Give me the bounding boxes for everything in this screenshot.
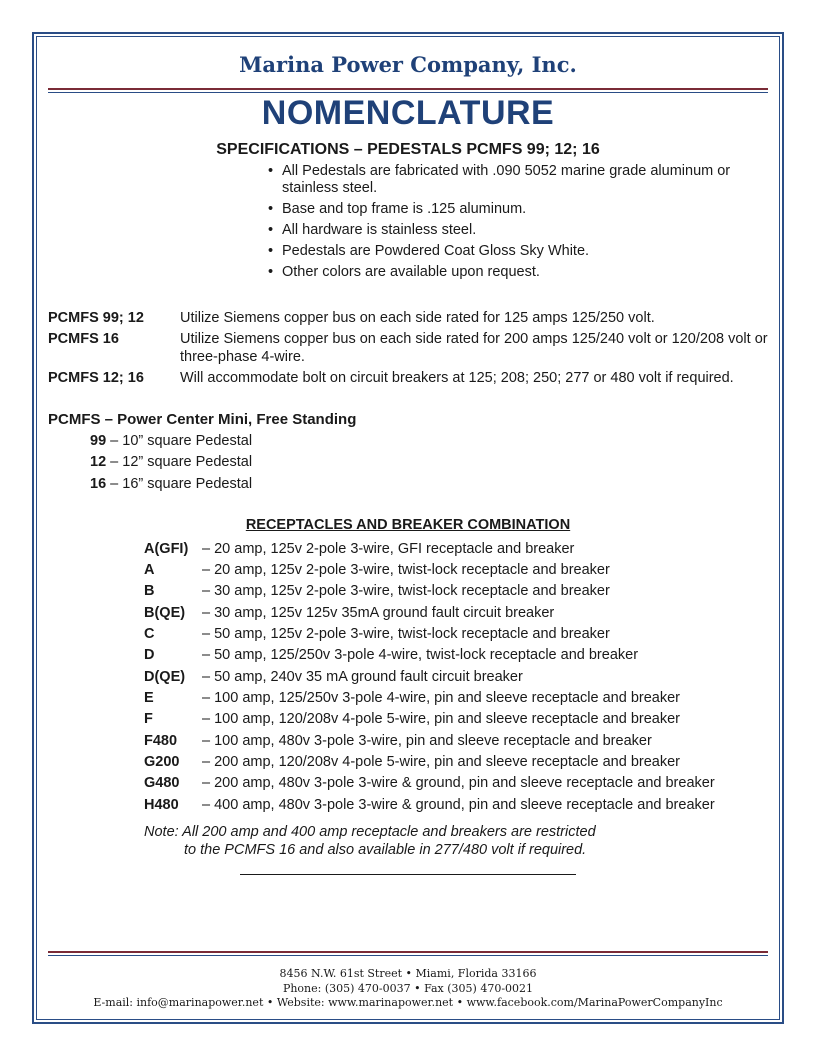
receptacle-desc: – 50 amp, 240v 35 mA ground fault circuit breaker: [202, 669, 523, 685]
definition-desc: Utilize Siemens copper bus on each side rated for 200 amps 125/240 volt or 120/208 volt or three-phase 4-wire.: [180, 331, 768, 365]
receptacle-code: C: [144, 626, 155, 642]
spec-bullet: [268, 163, 758, 197]
spec-bullet: [268, 201, 758, 218]
bullet-icon: •: [268, 163, 274, 179]
receptacle-desc: – 20 amp, 125v 2-pole 3-wire, GFI receptacle and breaker: [202, 541, 575, 557]
bullet-icon: •: [268, 264, 274, 280]
company-name: Marina Power Company, Inc.: [239, 52, 577, 77]
page-title: NOMENCLATURE: [261, 94, 555, 132]
size-code: 16: [90, 476, 107, 492]
spec-bullet: [268, 243, 758, 260]
footer-rule-blue: [48, 955, 768, 956]
note-line-1: Note: All 200 amp and 400 amp receptacle and breakers are restricted: [144, 824, 596, 840]
section-divider: [240, 874, 576, 875]
receptacle-desc: – 20 amp, 125v 2-pole 3-wire, twist-lock receptacle and breaker: [202, 562, 610, 578]
bullet-text: All hardware is stainless steel.: [282, 222, 477, 238]
receptacle-code: G200: [144, 754, 180, 770]
receptacles-heading: RECEPTACLES AND BREAKER COMBINATION: [245, 517, 571, 533]
bullet-text: Other colors are available upon request.: [282, 264, 540, 280]
spec-bullet: [268, 264, 758, 281]
bullet-text: Base and top frame is .125 aluminum.: [282, 201, 527, 217]
header-rule-red: [48, 88, 768, 90]
receptacle-desc: – 200 amp, 480v 3-pole 3-wire & ground, pin and sleeve receptacle and breaker: [202, 775, 715, 791]
footer-contact: E-mail: info@marinapower.net • Website: www.marinapower.net • www.facebook.com/MarinaPowerCompanyInc: [93, 996, 723, 1009]
spec-heading: SPECIFICATIONS – PEDESTALS PCMFS 99; 12; 16: [216, 141, 600, 158]
receptacle-code: B(QE): [144, 605, 186, 621]
bullet-text: Pedestals are Powdered Coat Gloss Sky White.: [282, 243, 590, 259]
size-desc: – 10” square Pedestal: [106, 433, 253, 449]
receptacle-code: F: [144, 711, 153, 727]
receptacle-desc: – 30 amp, 125v 125v 35mA ground fault circuit breaker: [202, 605, 555, 621]
receptacle-code: D(QE): [144, 669, 186, 685]
footer-rule-red: [48, 951, 768, 953]
footer-phone: Phone: (305) 470-0037 • Fax (305) 470-0021: [282, 982, 534, 995]
receptacle-code: A: [144, 562, 155, 578]
size-desc: – 12” square Pedestal: [106, 454, 253, 470]
definition-desc: Utilize Siemens copper bus on each side rated for 125 amps 125/250 volt.: [180, 310, 655, 326]
receptacle-code: G480: [144, 775, 180, 791]
receptacle-desc: – 200 amp, 120/208v 4-pole 5-wire, pin and sleeve receptacle and breaker: [202, 754, 680, 770]
bullet-icon: •: [268, 222, 274, 238]
restriction-note: [144, 823, 596, 859]
spec-bullet: [268, 222, 758, 239]
size-row: [90, 454, 252, 470]
receptacle-code: B: [144, 583, 155, 599]
receptacle-desc: – 100 amp, 480v 3-pole 3-wire, pin and sleeve receptacle and breaker: [202, 733, 652, 749]
receptacle-code: A(GFI): [144, 541, 189, 557]
definition-desc: Will accommodate bolt on circuit breakers at 125; 208; 250; 277 or 480 volt if required.: [180, 370, 734, 386]
receptacle-code: E: [144, 690, 154, 706]
receptacle-desc: – 100 amp, 120/208v 4-pole 5-wire, pin and sleeve receptacle and breaker: [202, 711, 680, 727]
receptacle-code: H480: [144, 797, 179, 813]
size-code: 12: [90, 454, 107, 470]
bullet-icon: •: [268, 201, 274, 217]
bullet-text: All Pedestals are fabricated with .090 5052 marine grade aluminum or stainless steel.: [282, 163, 731, 196]
definition-term: PCMFS 16: [48, 331, 119, 347]
receptacle-code: F480: [144, 733, 178, 749]
receptacle-desc: – 50 amp, 125/250v 3-pole 4-wire, twist-lock receptacle and breaker: [202, 647, 639, 663]
pcmfs-heading: PCMFS – Power Center Mini, Free Standing: [48, 411, 357, 428]
size-row: [90, 433, 252, 449]
footer-address: 8456 N.W. 61st Street • Miami, Florida 33166: [279, 967, 537, 980]
spec-bullet-list: [268, 163, 758, 285]
receptacle-desc: – 400 amp, 480v 3-pole 3-wire & ground, pin and sleeve receptacle and breaker: [202, 797, 715, 813]
size-row: [90, 476, 252, 492]
header-rule-blue: [48, 92, 768, 93]
receptacle-desc: – 50 amp, 125v 2-pole 3-wire, twist-lock receptacle and breaker: [202, 626, 610, 642]
definition-term: PCMFS 12; 16: [48, 370, 144, 386]
definition-term: PCMFS 99; 12: [48, 310, 144, 326]
receptacle-desc: – 100 amp, 125/250v 3-pole 4-wire, pin and sleeve receptacle and breaker: [202, 690, 680, 706]
receptacle-code: D: [144, 647, 155, 663]
bullet-icon: •: [268, 243, 274, 259]
size-desc: – 16” square Pedestal: [106, 476, 253, 492]
size-code: 99: [90, 433, 107, 449]
note-line-2: to the PCMFS 16 and also available in 277/480 volt if required.: [184, 842, 587, 858]
receptacle-desc: – 30 amp, 125v 2-pole 3-wire, twist-lock receptacle and breaker: [202, 583, 610, 599]
